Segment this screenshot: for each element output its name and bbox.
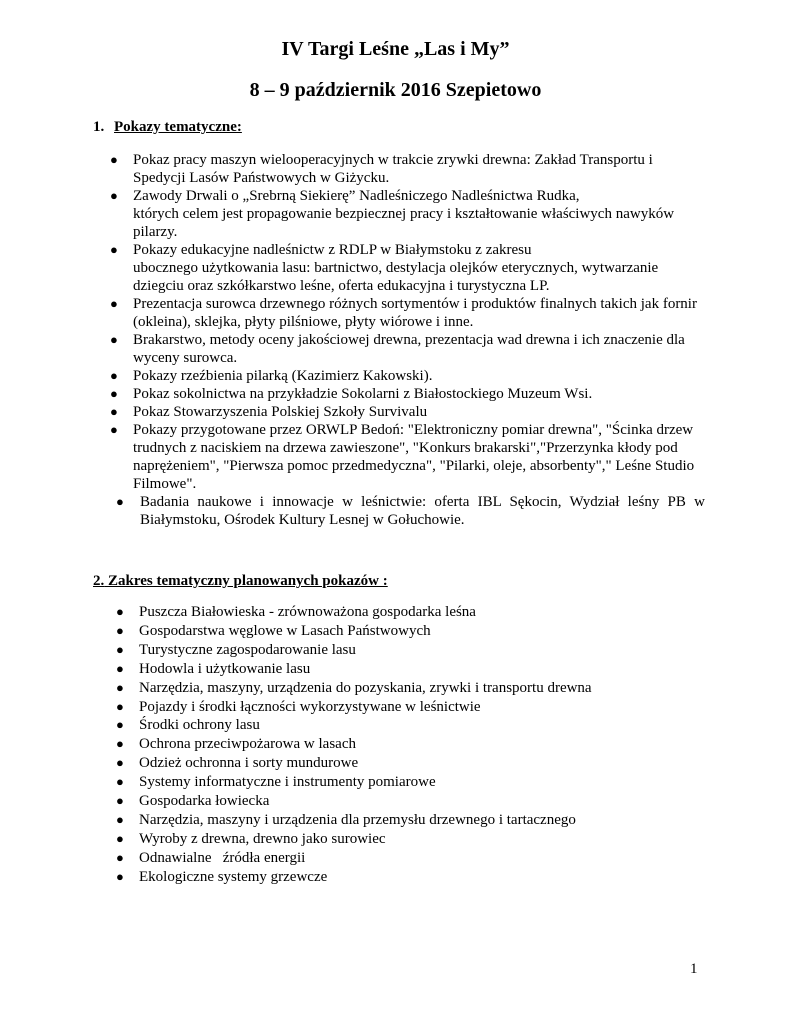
section-2-number: 2. bbox=[93, 573, 105, 589]
bullet-icon: ● bbox=[116, 811, 124, 827]
list-item: ● Pokazy przygotowane przez ORWLP Bedoń: "Elektroniczny pomiar drewna", "Ścinka drzew trudnych z naciskiem na drzewa zawieszone", "Konkurs brakarski","Przerzynka kłody pod naprężeniem", "Pierwsza pomoc przedmedyczna", "Pilarki, oleje, absorbenty"," Leśne Studio Filmowe". bbox=[110, 422, 695, 492]
section-2-list bbox=[116, 603, 709, 887]
bullet-icon: ● bbox=[116, 622, 124, 638]
list-item: ● Gospodarka łowiecka bbox=[116, 793, 270, 810]
list-item: ● Brakarstwo, metody oceny jakościowej drewna, prezentacja wad drewna i ich znaczenie dla wyceny surowca. bbox=[110, 332, 685, 366]
list-item: ● Hodowla i użytkowanie lasu bbox=[116, 660, 311, 677]
bullet-icon: ● bbox=[110, 152, 118, 167]
list-item: ● Odzież ochronna i sorty mundurowe bbox=[116, 755, 359, 772]
list-item: ● Pojazdy i środki łączności wykorzystywane w leśnictwie bbox=[116, 698, 481, 715]
list-item: ● Środki ochrony lasu bbox=[116, 717, 260, 734]
bullet-icon: ● bbox=[110, 188, 118, 203]
document-title: IV Targi Leśne „Las i My” bbox=[281, 38, 510, 60]
bullet-icon: ● bbox=[116, 830, 124, 846]
bullet-icon: ● bbox=[110, 296, 118, 311]
bullet-icon: ● bbox=[110, 386, 118, 401]
list-item: ● Zawody Drwali o „Srebrną Siekierę” Nadleśniczego Nadleśnictwa Rudka, których celem jest propagowanie bezpiecznej pracy i kształtowanie właściwych nawyków pilarzy. bbox=[110, 188, 675, 240]
list-item: ● Turystyczne zagospodarowanie lasu bbox=[116, 641, 356, 658]
document-date-location: 8 – 9 październik 2016 Szepietowo bbox=[249, 79, 542, 101]
bullet-icon: ● bbox=[116, 793, 124, 809]
list-item: ● Wyroby z drewna, drewno jako surowiec bbox=[116, 830, 386, 847]
section-2-title: 2. Zakres tematyczny planowanych pokazów : bbox=[93, 573, 388, 589]
section-1-list bbox=[110, 151, 705, 529]
bullet-icon: ● bbox=[116, 660, 124, 676]
list-item: ● Pokaz Stowarzyszenia Polskiej Szkoły Survivalu bbox=[110, 404, 428, 420]
bullet-icon: ● bbox=[116, 604, 124, 619]
list-item: ● Odnawialne źródła energii bbox=[116, 849, 306, 866]
bullet-icon: ● bbox=[116, 849, 124, 865]
section-1-heading bbox=[93, 118, 242, 136]
bullet-icon: ● bbox=[110, 404, 118, 419]
bullet-icon: ● bbox=[116, 494, 124, 509]
bullet-icon: ● bbox=[110, 368, 118, 383]
list-item: ● Pokazy rzeźbienia pilarką (Kazimierz Kakowski). bbox=[110, 368, 433, 384]
list-item: ● Badania naukowe i innowacje w leśnictwie: oferta IBL Sękocin, Wydział leśny PB w Białymstoku, Ośrodek Kultury Lesnej w Gołuchowie. bbox=[116, 494, 705, 528]
list-item: ● Pokazy edukacyjne nadleśnictw z RDLP w Białymstoku z zakresu ubocznego użytkowania lasu: bartnictwo, destylacja olejków eterycznych, wytwarzanie dziegciu oraz szkółkarstwo leśne, oferta edukacyjna i turystyczna LP. bbox=[110, 242, 659, 294]
bullet-icon: ● bbox=[116, 641, 124, 657]
section-2-heading bbox=[93, 572, 388, 590]
list-item: ● Gospodarstwa węglowe w Lasach Państwowych bbox=[116, 622, 431, 639]
list-item: ● Narzędzia, maszyny, urządzenia do pozyskania, zrywki i transportu drewna bbox=[116, 679, 592, 696]
bullet-icon: ● bbox=[110, 422, 118, 437]
bullet-icon: ● bbox=[116, 679, 124, 695]
list-item: ● Narzędzia, maszyny i urządzenia dla przemysłu drzewnego i tartacznego bbox=[116, 811, 576, 828]
list-item: ● Pokaz sokolnictwa na przykładzie Sokolarni z Białostockiego Muzeum Wsi. bbox=[110, 386, 593, 402]
bullet-icon: ● bbox=[116, 774, 124, 790]
section-1-title: Pokazy tematyczne: bbox=[114, 119, 242, 135]
page-number: 1 bbox=[690, 961, 698, 977]
list-item: ● Pokaz pracy maszyn wielooperacyjnych w trakcie zrywki drewna: Zakład Transportu i Spedycji Lasów Państwowych w Giżycku. bbox=[110, 152, 653, 186]
bullet-icon: ● bbox=[116, 868, 124, 884]
list-item: ● Systemy informatyczne i instrumenty pomiarowe bbox=[116, 774, 436, 791]
list-item: ● Prezentacja surowca drzewnego różnych sortymentów i produktów finalnych takich jak fornir (okleina), sklejka, płyty pilśniowe, płyty wiórowe i inne. bbox=[110, 296, 697, 330]
bullet-icon: ● bbox=[116, 717, 124, 733]
section-1-number: 1. bbox=[93, 119, 105, 135]
bullet-icon: ● bbox=[116, 698, 124, 714]
bullet-icon: ● bbox=[116, 736, 124, 752]
bullet-icon: ● bbox=[116, 755, 124, 771]
list-item: ● Puszcza Białowieska - zrównoważona gospodarka leśna bbox=[116, 604, 476, 620]
bullet-icon: ● bbox=[110, 242, 118, 257]
list-item: ● Ekologiczne systemy grzewcze bbox=[116, 868, 328, 885]
bullet-icon: ● bbox=[110, 332, 118, 347]
list-item: ● Ochrona przeciwpożarowa w lasach bbox=[116, 736, 356, 753]
